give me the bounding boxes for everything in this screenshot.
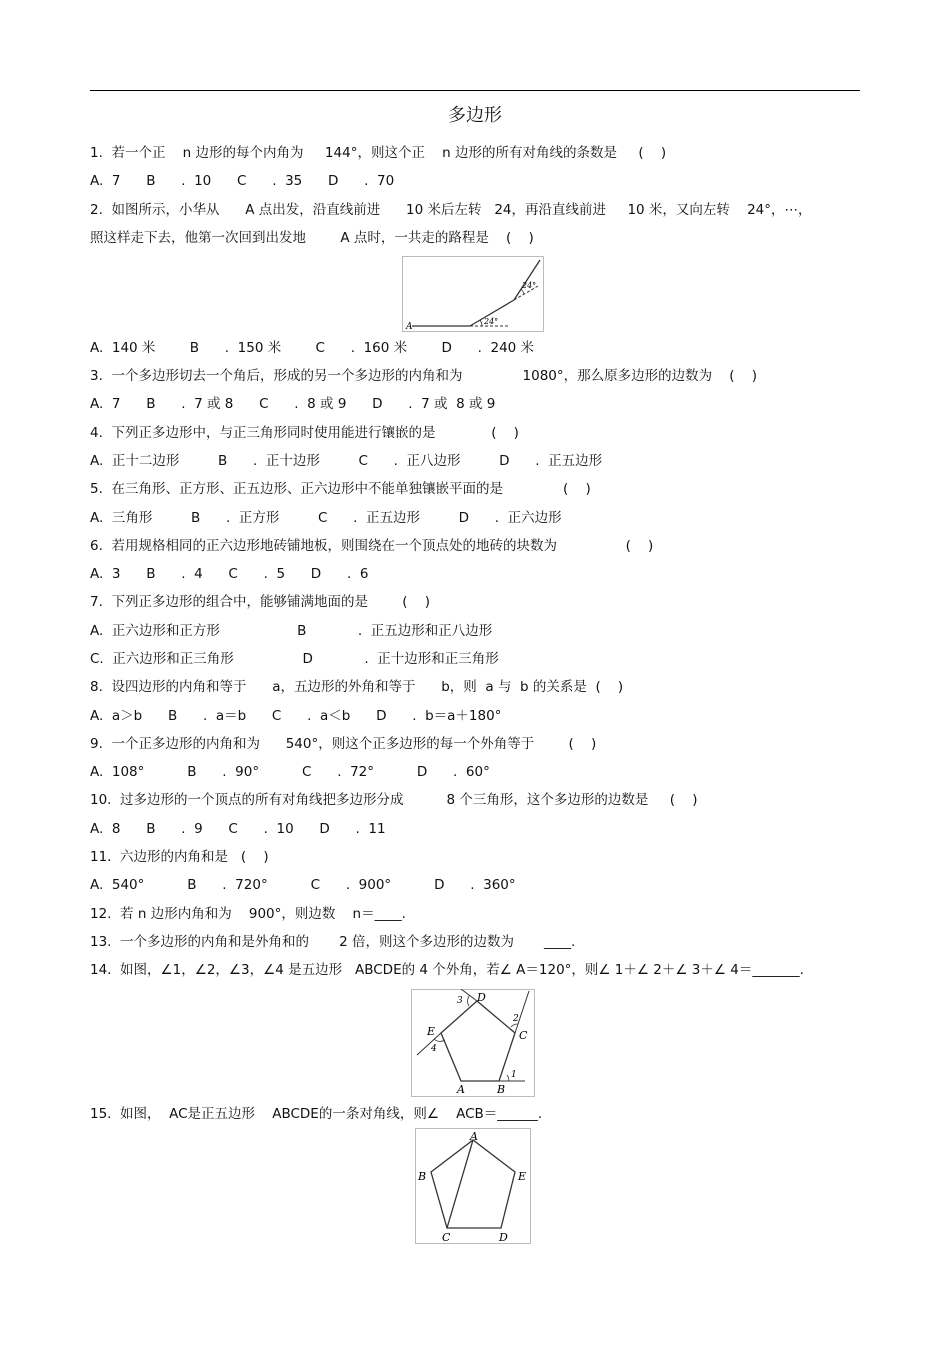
q11-options: A. 540° B . 720° C . 900° D . 360° [90,877,516,893]
q1-stem: 1. 若一个正 n 边形的每个内角为 144°，则这个正 n 边形的所有对角线的条数是 ( ) [90,145,667,161]
vertex-e-label: E [518,1170,527,1183]
q9-stem: 9. 一个正多边形的内角和为 540°，则这个正多边形的每一个外角等于 ( ) [90,736,597,752]
vertex-b-label: B [497,1083,506,1096]
q15-pentagon-figure [415,1128,531,1244]
q5-stem: 5. 在三角形、正方形、正五边形、正六边形中不能单独镶嵌平面的是 ( ) [90,481,591,497]
q3-options: A. 7 B . 7 或 8 C . 8 或 9 D . 7 或 8 或 9 [90,396,496,412]
q8-stem: 8. 设四边形的内角和等于 a，五边形的外角和等于 b，则 a 与 b 的关系是 ( ) [90,679,624,695]
q1-options: A. 7 B . 10 C . 35 D . 70 [90,173,395,189]
q4-stem: 4. 下列正多边形中，与正三角形同时使用能进行镶嵌的是 ( ) [90,425,519,441]
q4-options: A. 正十二边形 B . 正十边形 C . 正八边形 D . 正五边形 [90,453,603,469]
q2-stem-line1: 2. 如图所示，小华从 A 点出发，沿直线前进 10 米后左转 24，再沿直线前进 10 米，又向左转 24°，⋯， [90,202,812,218]
q6-stem: 6. 若用规格相同的正六边形地砖铺地板，则围绕在一个顶点处的地砖的块数为 ( ) [90,538,654,554]
page-title: 多边形 [448,105,502,126]
q2-walk-figure [402,256,544,332]
q7-stem: 7. 下列正多边形的组合中，能够铺满地面的是 ( ) [90,594,430,610]
angle-1-label: 1 [511,1070,517,1080]
q7-options-cd: C. 正六边形和正三角形 D . 正十边形和正三角形 [90,651,499,667]
angle-label-2: 24° [522,281,537,290]
q10-stem: 10. 过多边形的一个顶点的所有对角线把多边形分成 8 个三角形，这个多边形的边数是 ( ) [90,792,698,808]
q3-stem: 3. 一个多边形切去一个角后，形成的另一个多边形的内角和为 1080°，那么原多边形的边数为 ( ) [90,368,758,384]
vertex-e-label: E [427,1025,436,1038]
q9-options: A. 108° B . 90° C . 72° D . 60° [90,764,490,780]
angle-3-label: 3 [457,996,463,1006]
vertex-c-label: C [442,1231,451,1244]
q5-options: A. 三角形 B . 正方形 C . 正五边形 D . 正六边形 [90,510,562,526]
q7-options-ab: A. 正六边形和正方形 B . 正五边形和正八边形 [90,623,493,639]
q2-options: A. 140 米 B . 150 米 C . 160 米 D . 240 米 [90,340,535,356]
angle-label-1: 24° [484,317,499,326]
vertex-a-label: A [470,1130,478,1143]
q8-options: A. a＞b B . a＝b C . a＜b D . b＝a＋180° [90,708,502,724]
q13-stem: 13. 一个多边形的内角和是外角和的 2 倍，则这个多边形的边数为 ____. [90,934,576,950]
q12-stem: 12. 若 n 边形内角和为 900°，则边数 n＝____. [90,906,406,922]
q11-stem: 11. 六边形的内角和是 ( ) [90,849,269,865]
vertex-d-label: D [477,991,486,1004]
vertex-b-label: B [418,1170,427,1183]
vertex-c-label: C [519,1029,528,1042]
q14-stem: 14. 如图，∠1，∠2，∠3，∠4 是五边形 ABCDE的 4 个外角，若∠ A＝120°，则∠ 1＋∠ 2＋∠ 3＋∠ 4＝_______. [90,962,804,978]
q2-stem-line2: 照这样走下去，他第一次回到出发地 A 点时，一共走的路程是 ( ) [90,230,534,246]
q6-options: A. 3 B . 4 C . 5 D . 6 [90,566,369,582]
q10-options: A. 8 B . 9 C . 10 D . 11 [90,821,386,837]
q14-pentagon-figure [411,989,535,1097]
top-rule [90,90,860,91]
point-a-label: A [406,322,413,332]
vertex-d-label: D [499,1231,508,1244]
q15-stem: 15. 如图， AC是正五边形 ABCDE的一条对角线，则∠ ACB＝______. [90,1106,543,1122]
vertex-a-label: A [457,1083,465,1096]
angle-4-label: 4 [431,1044,437,1054]
angle-2-label: 2 [513,1014,519,1024]
